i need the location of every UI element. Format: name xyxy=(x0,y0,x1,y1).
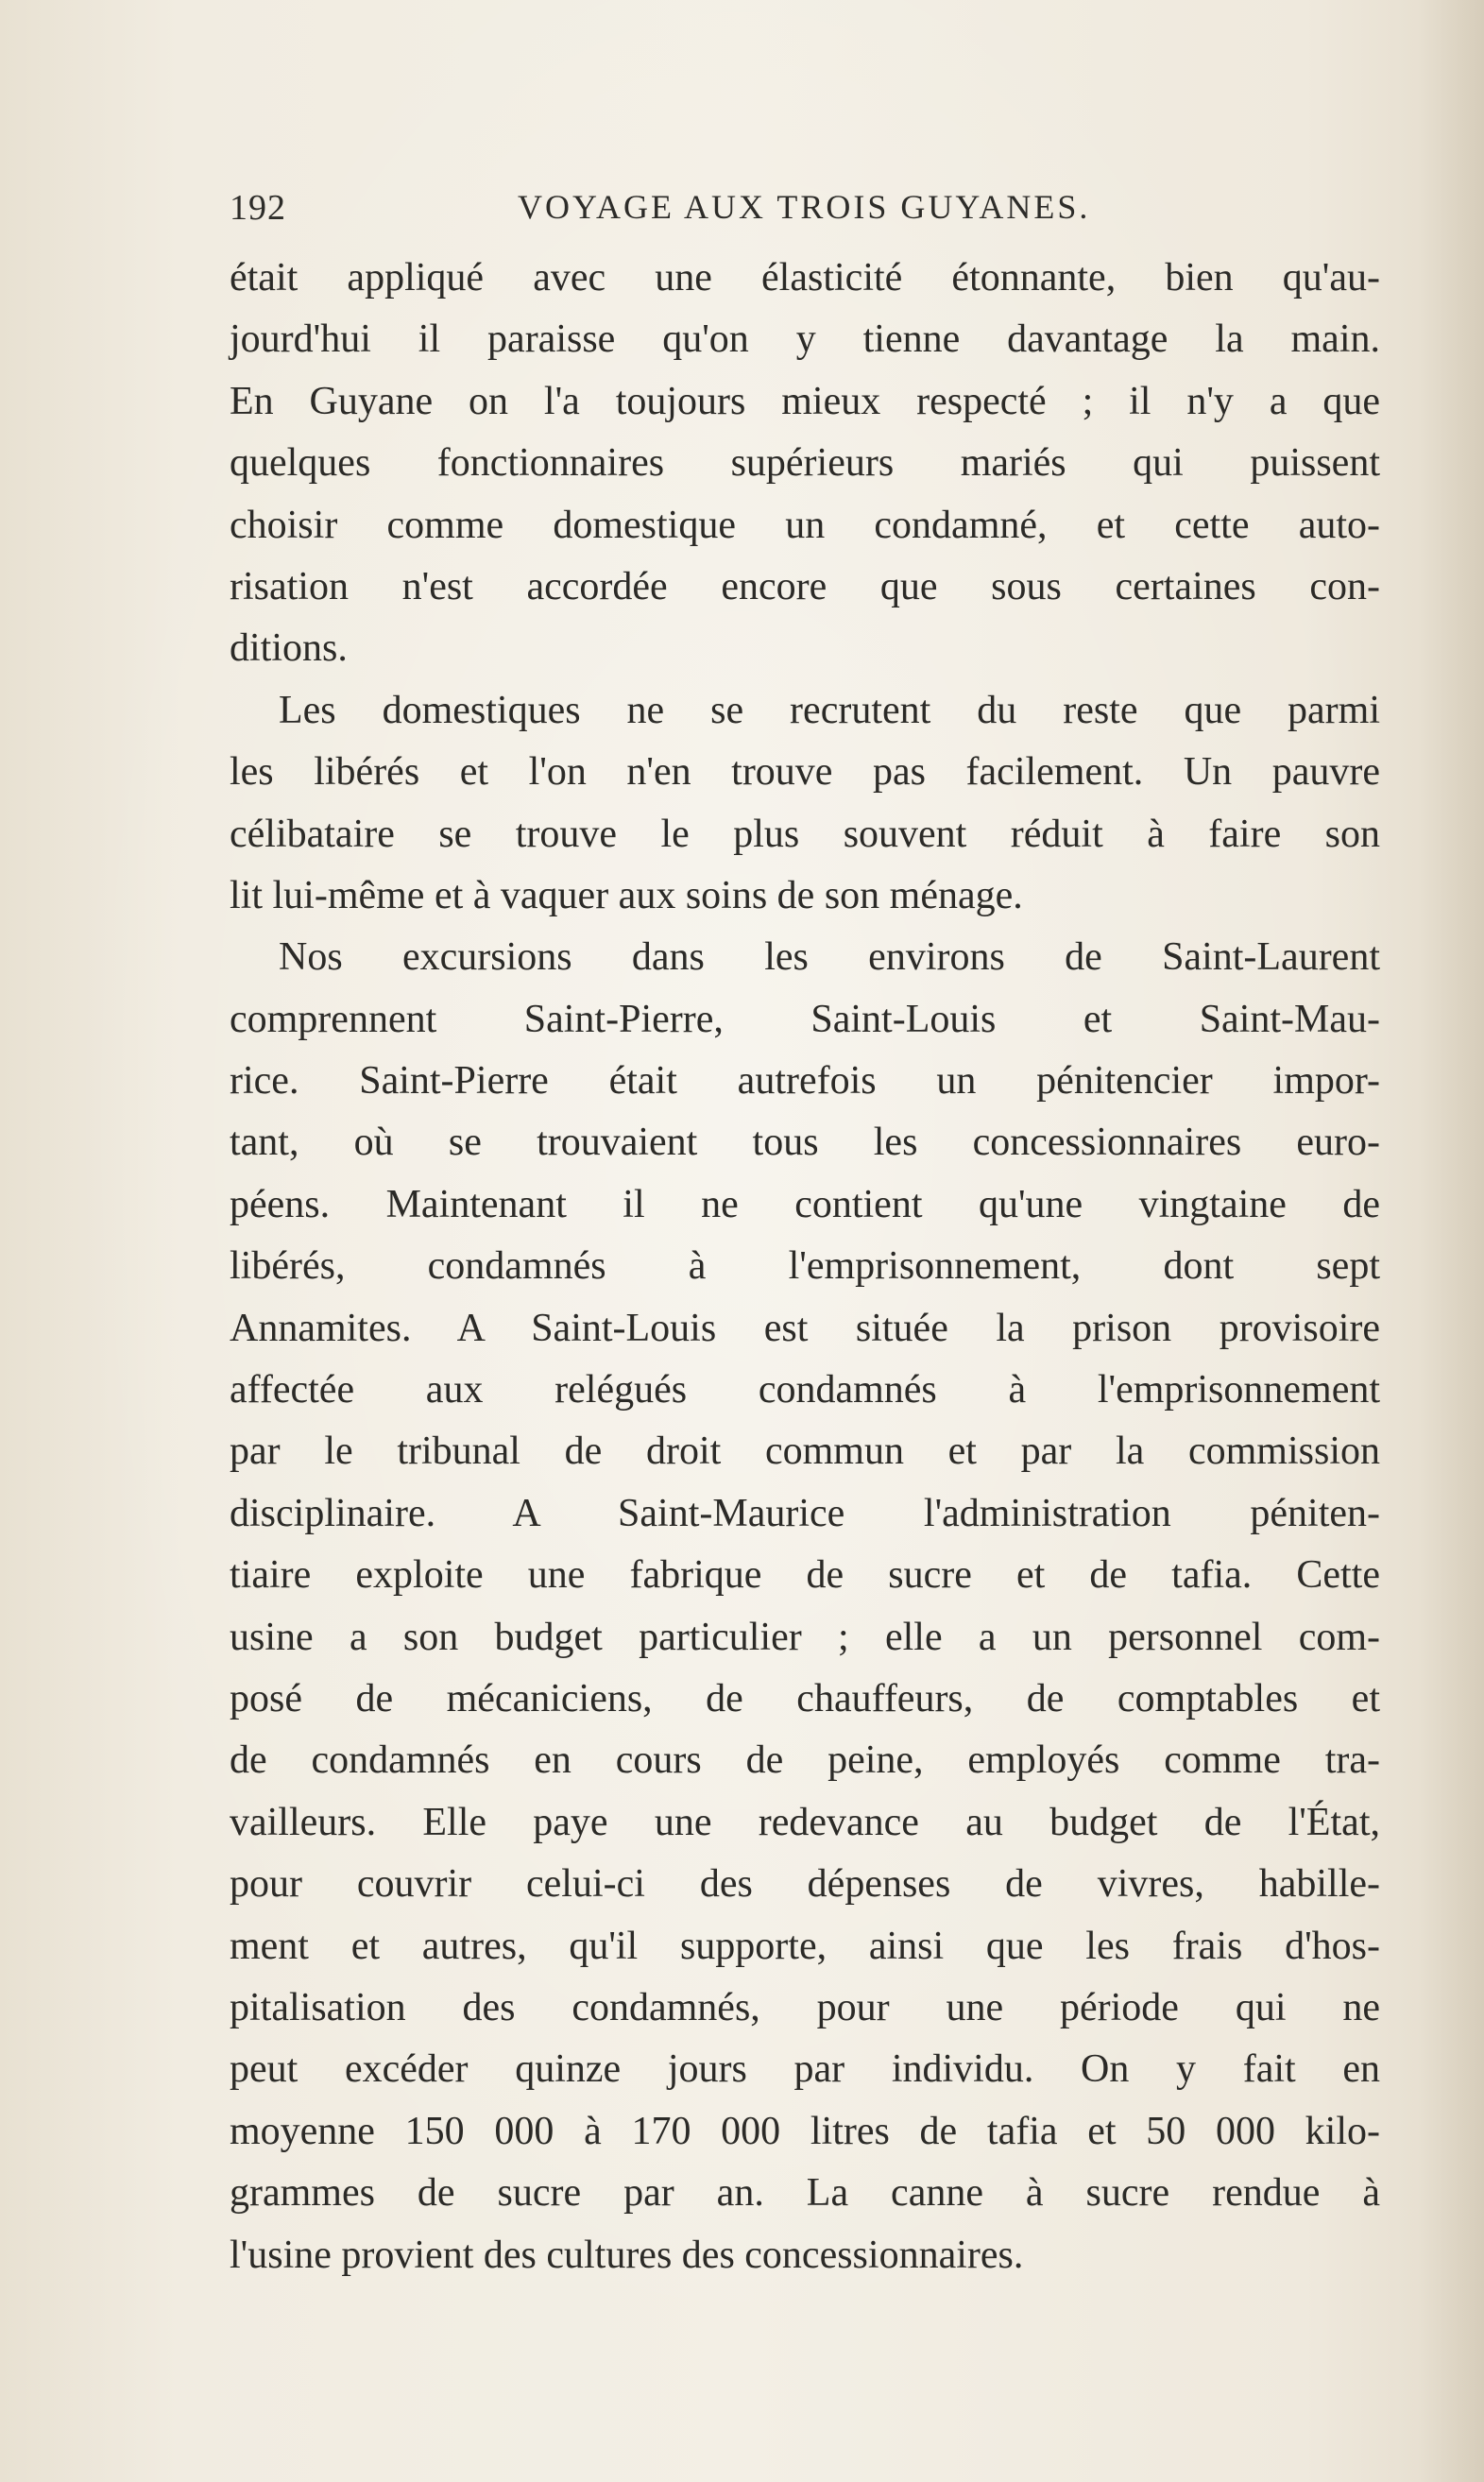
text-line: Nos excursions dans les environs de Saint-Laurent xyxy=(279,935,1380,980)
text-line: par le tribunal de droit commun et par la commission xyxy=(230,1429,1380,1474)
text-line: de condamnés en cours de peine, employés comme tra- xyxy=(230,1738,1380,1783)
text-line: quelques fonctionnaires supérieurs mariés qui puissent xyxy=(230,441,1380,486)
text-line: posé de mécaniciens, de chauffeurs, de comptables et xyxy=(230,1676,1380,1720)
running-title: VOYAGE AUX TROIS GUYANES. xyxy=(518,188,1091,226)
text-line: disciplinaire. A Saint-Maurice l'administration péniten- xyxy=(230,1491,1380,1535)
paragraph-3 xyxy=(230,927,1380,2286)
text-line: célibataire se trouve le plus souvent réduit à faire son xyxy=(230,812,1380,856)
text-line: lit lui-même et à vaquer aux soins de son ménage. xyxy=(230,873,1023,917)
text-line: peut excéder quinze jours par individu. On y fait en xyxy=(230,2047,1380,2092)
text-line: ditions. xyxy=(230,626,348,671)
text-line: risation n'est accordée encore que sous certaines con- xyxy=(230,564,1380,608)
text-line: l'usine provient des cultures des concessionnaires. xyxy=(230,2233,1024,2277)
paragraph-1 xyxy=(230,248,1380,680)
text-line: pour couvrir celui-ci des dépenses de vivres, habille- xyxy=(230,1862,1380,1907)
text-line: rice. Saint-Pierre était autrefois un pénitencier impor- xyxy=(230,1059,1380,1104)
text-line: En Guyane on l'a toujours mieux respecté ; il n'y a que xyxy=(230,379,1380,423)
page-number: 192 xyxy=(230,188,286,228)
text-line: péens. Maintenant il ne contient qu'une vingtaine de xyxy=(230,1182,1380,1226)
text-line: jourd'hui il paraisse qu'on y tienne davantage la main. xyxy=(230,317,1380,362)
text-line: les libérés et l'on n'en trouve pas facilement. Un pauvre xyxy=(230,750,1380,795)
body-text xyxy=(230,248,1380,2286)
text-line: ment et autres, qu'il supporte, ainsi que les frais d'hos- xyxy=(230,1924,1380,1968)
text-line: affectée aux relégués condamnés à l'emprisonnement xyxy=(230,1368,1380,1412)
text-line: était appliqué avec une élasticité étonnante, bien qu'au- xyxy=(230,256,1380,300)
text-line: usine a son budget particulier ; elle a un personnel com- xyxy=(230,1615,1380,1659)
text-line: grammes de sucre par an. La canne à sucre rendue à xyxy=(230,2171,1380,2216)
text-line: Les domestiques ne se recrutent du reste que parmi xyxy=(279,688,1380,732)
text-line: Annamites. A Saint-Louis est située la prison provisoire xyxy=(230,1306,1380,1350)
text-line: tant, où se trouvaient tous les concessionnaires euro- xyxy=(230,1121,1380,1165)
text-line: libérés, condamnés à l'emprisonnement, dont sept xyxy=(230,1244,1380,1289)
text-line: pitalisation des condamnés, pour une période qui ne xyxy=(230,1985,1380,2029)
text-line: tiaire exploite une fabrique de sucre et de tafia. Cette xyxy=(230,1553,1380,1598)
page-header xyxy=(230,180,1380,236)
paragraph-2 xyxy=(230,680,1380,928)
text-line: comprennent Saint-Pierre, Saint-Louis et Saint-Mau- xyxy=(230,997,1380,1041)
text-line: moyenne 150 000 à 170 000 litres de tafia et 50 000 kilo- xyxy=(230,2109,1380,2153)
text-line: vailleurs. Elle paye une redevance au budget de l'État, xyxy=(230,1800,1380,1844)
text-line: choisir comme domestique un condamné, et cette auto- xyxy=(230,503,1380,547)
